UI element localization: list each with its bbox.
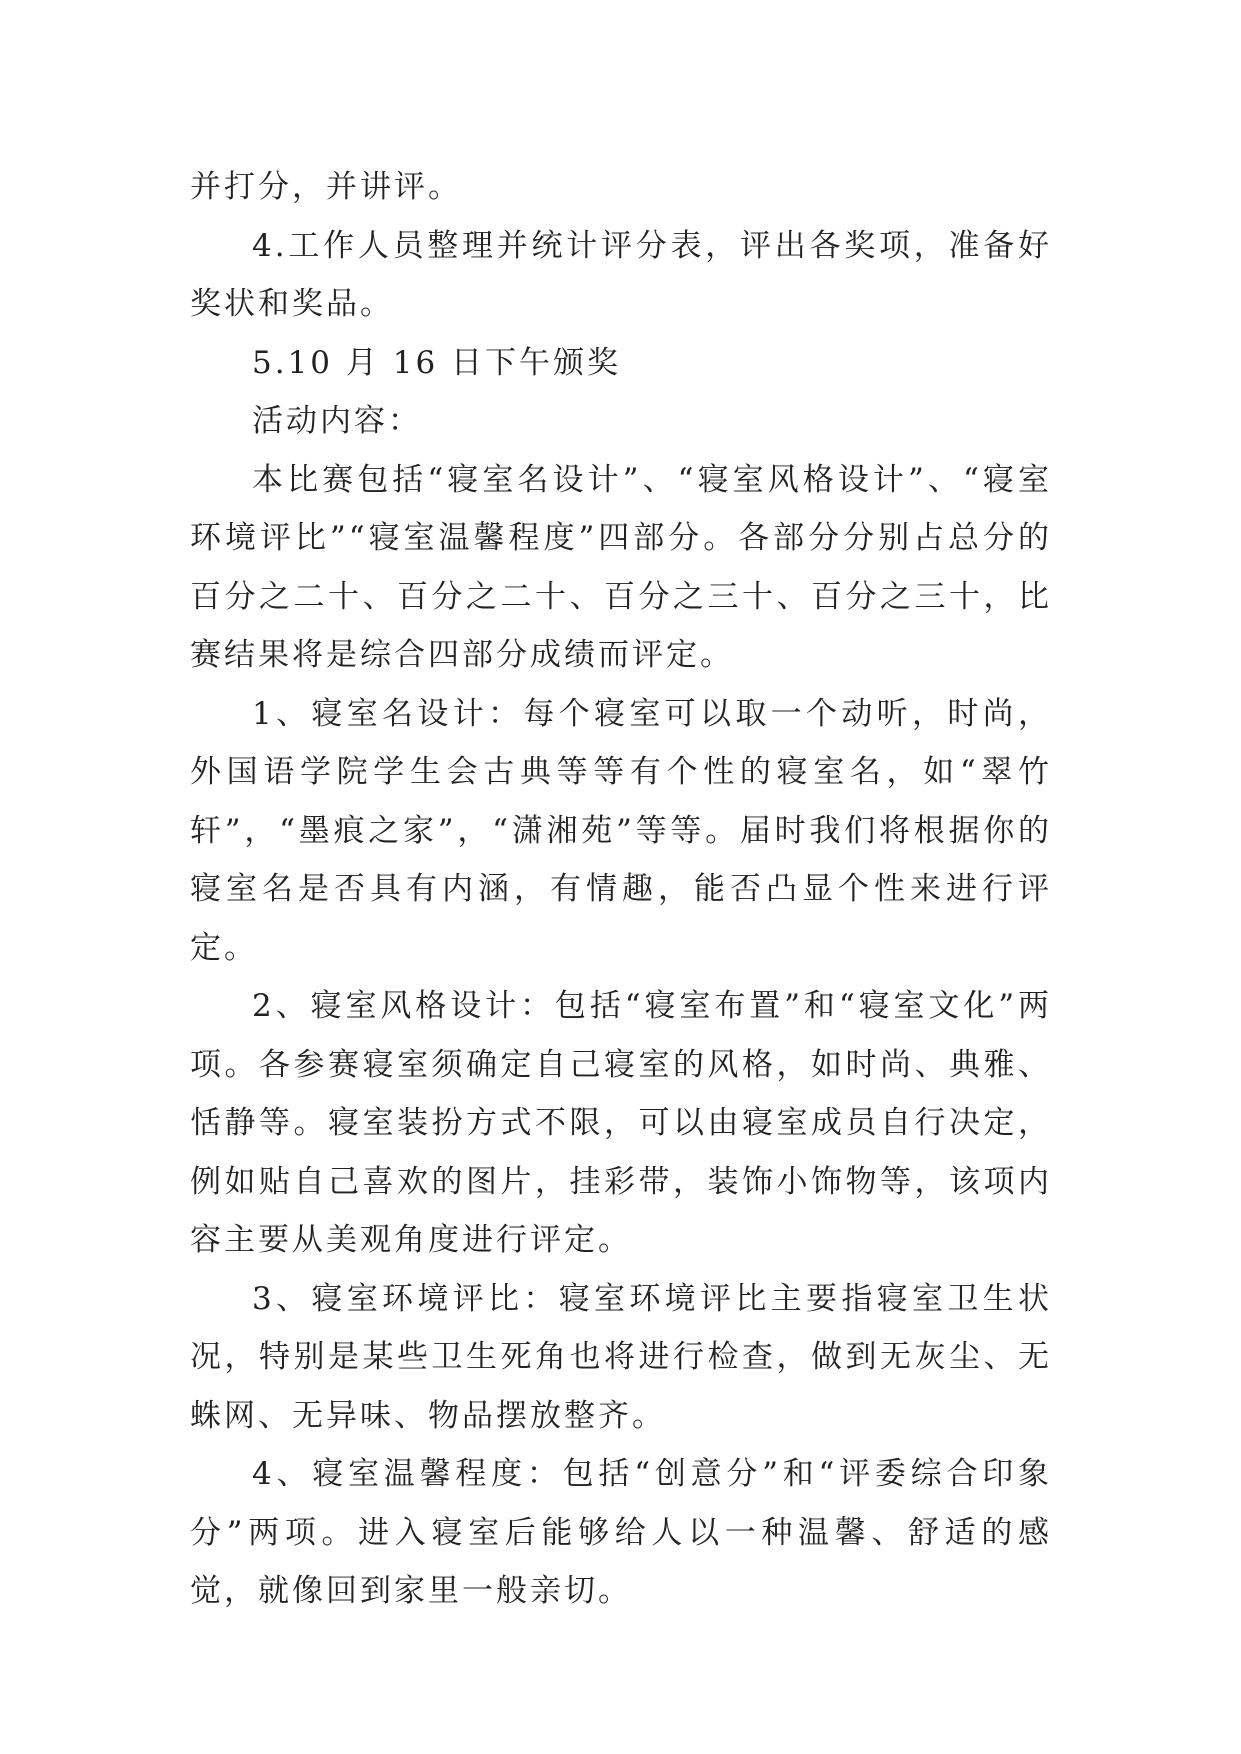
paragraph-1: 4.工作人员整理并统计评分表，评出各奖项，准备好奖状和奖品。 — [190, 227, 1052, 322]
paragraph-0: 并打分，并讲评。 — [190, 169, 462, 205]
paragraph-4: 本比赛包括“寝室名设计”、“寝室风格设计”、“寝室环境评比”“寝室温馨程度”四部分。各部分分别占总分的百分之二十、百分之二十、百分之三十、百分之三十，比赛结果将是综合四部分成绩而评定。 — [190, 461, 1052, 673]
paragraph-5: 1、寝室名设计：每个寝室可以取一个动听，时尚，外国语学院学生会古典等等有个性的寝室名，如“翠竹轩”，“墨痕之家”，“潇湘苑”等等。届时我们将根据你的寝室名是否具有内涵，有情趣，能否凸显个性来进行评定。 — [190, 695, 1052, 966]
paragraph-2: 5.10 月 16 日下午颁奖 — [252, 344, 622, 381]
body-text — [190, 158, 1052, 1621]
paragraph-8: 4、寝室温馨程度：包括“创意分”和“评委综合印象分”两项。进入寝室后能够给人以一种温馨、舒适的感觉，就像回到家里一般亲切。 — [190, 1456, 1052, 1609]
paragraph-7: 3、寝室环境评比：寝室环境评比主要指寝室卫生状况，特别是某些卫生死角也将进行检查，做到无灰尘、无蛛网、无异味、物品摆放整齐。 — [190, 1280, 1052, 1434]
paragraph-6: 2、寝室风格设计：包括“寝室布置”和“寝室文化”两项。各参赛寝室须确定自己寝室的风格，如时尚、典雅、恬静等。寝室装扮方式不限，可以由寝室成员自行决定，例如贴自己喜欢的图片，挂彩带，装饰小饰物等，该项内容主要从美观角度进行评定。 — [190, 988, 1052, 1258]
paragraph-3: 活动内容： — [252, 403, 422, 439]
